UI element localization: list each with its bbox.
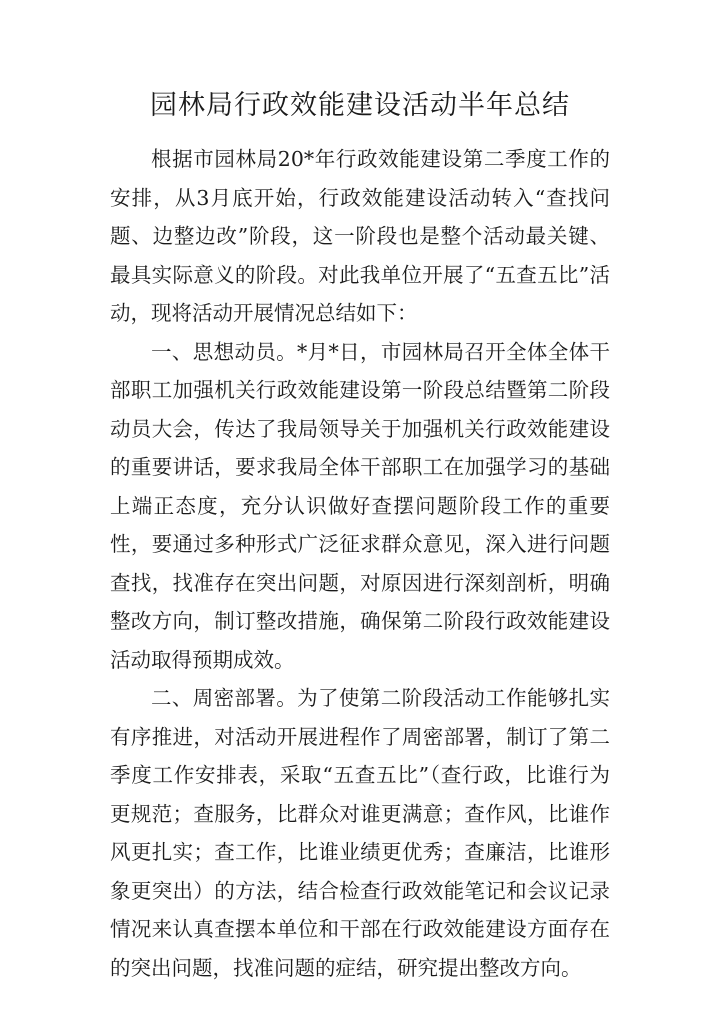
- section-one-paragraph: 一、思想动员。*月*日，市园林局召开全体全体干部职工加强机关行政效能建设第一阶段总结暨第二阶段动员大会，传达了我局领导关于加强机关行政效能建设的重要讲话，要求我局全体干部职工在加强学习的基础上端正态度，充分认识做好查摆问题阶段工作的重要性，要通过多种形式广泛征求群众意见，深入进行问题查找，找准存在突出问题，对原因进行深刻剖析，明确整改方向，制订整改措施，确保第二阶段行政效能建设活动取得预期成效。: [110, 339, 610, 672]
- intro-paragraph: 根据市园林局20*年行政效能建设第二季度工作的安排，从3月底开始，行政效能建设活动转入“查找问题、边整边改”阶段，这一阶段也是整个活动最关键、最具实际意义的阶段。对此我单位开展了“五查五比”活动，现将活动开展情况总结如下：: [110, 147, 610, 325]
- document-body: [110, 140, 610, 987]
- section-two-paragraph: 二、周密部署。为了使第二阶段活动工作能够扎实有序推进，对活动开展进程作了周密部署，制订了第二季度工作安排表，采取“五查五比”（查行政，比谁行为更规范；查服务，比群众对谁更满意；查作风，比谁作风更扎实；查工作，比谁业绩更优秀；查廉洁，比谁形象更突出）的方法，结合检查行政效能笔记和会议记录情况来认真查摆本单位和干部在行政效能建设方面存在的突出问题，找准问题的症结，研究提出整改方向。: [110, 686, 610, 980]
- document-title: 园林局行政效能建设活动半年总结: [150, 90, 570, 121]
